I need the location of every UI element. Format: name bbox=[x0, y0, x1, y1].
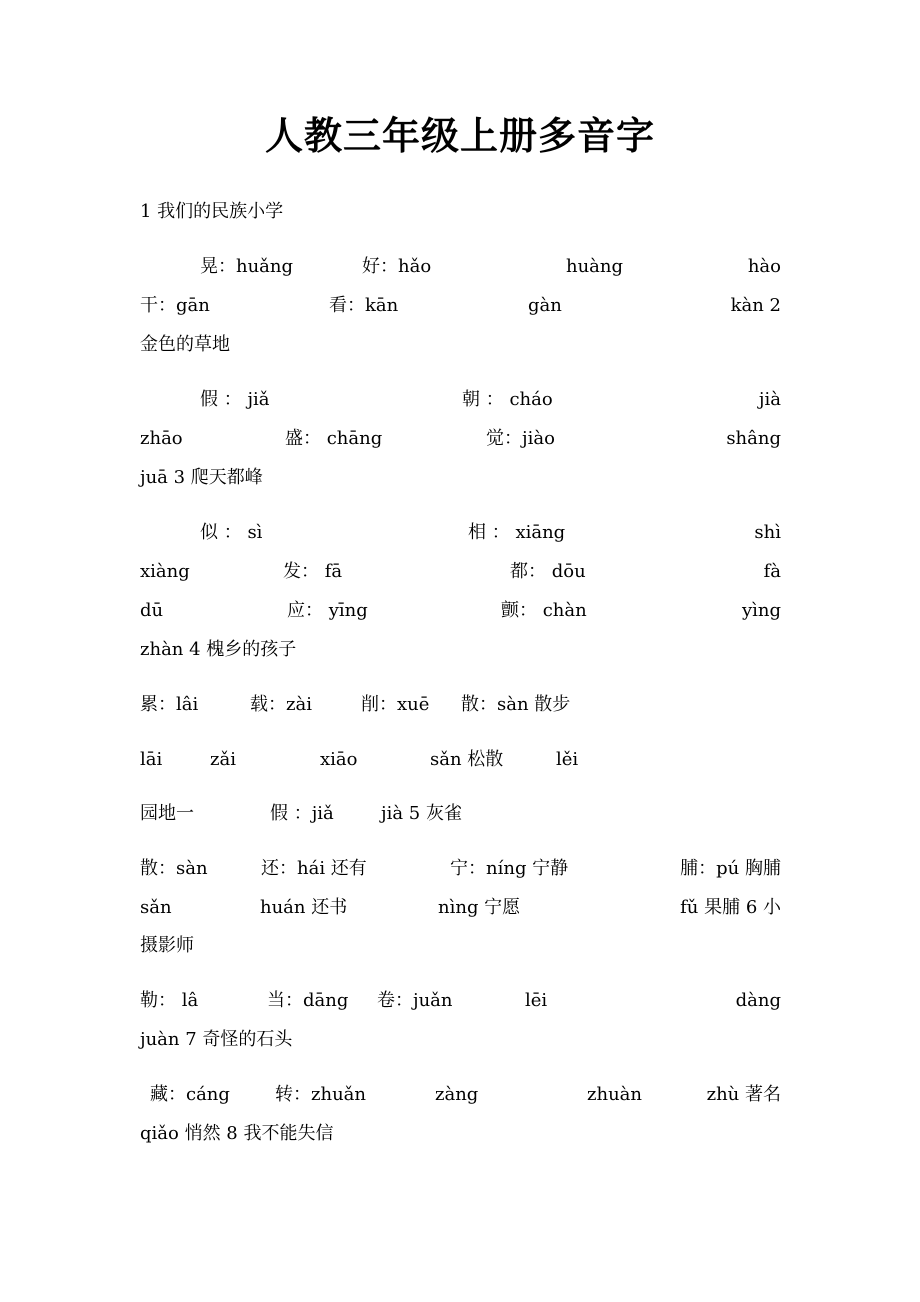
pinyin-line bbox=[140, 560, 781, 584]
line-text: jià bbox=[758, 389, 781, 410]
lesson-heading-line bbox=[140, 1122, 781, 1146]
line-text: hào bbox=[747, 256, 781, 277]
line-text: huàng bbox=[566, 256, 624, 277]
line-text: zhāo bbox=[140, 428, 183, 449]
line-text: 累：lâi bbox=[140, 694, 199, 715]
line-text: zhàn 4 槐乡的孩子 bbox=[140, 639, 297, 660]
line-text: 好：hǎo bbox=[362, 256, 432, 277]
pinyin-line bbox=[140, 896, 781, 920]
line-text: 藏：cáng bbox=[150, 1084, 230, 1105]
line-text: 勒： lâ bbox=[140, 990, 199, 1011]
line-text: 摄影师 bbox=[140, 935, 194, 956]
line-text: 当：dāng bbox=[267, 990, 349, 1011]
pinyin-line bbox=[140, 748, 781, 772]
line-text: huán 还书 bbox=[260, 897, 348, 918]
line-text: shì bbox=[754, 522, 781, 543]
line-text: 发： fā bbox=[283, 561, 343, 582]
page-title: 人教三年级上册多音字 bbox=[264, 113, 655, 158]
line-text: 干：gān bbox=[140, 295, 210, 316]
line-text: 金色的草地 bbox=[140, 334, 230, 355]
lesson-heading-line bbox=[140, 1028, 781, 1052]
line-text: 假 ：jiǎ bbox=[270, 803, 334, 824]
lesson-heading-line bbox=[140, 333, 781, 357]
line-text: 似 ： sì bbox=[200, 522, 263, 543]
line-text: 转：zhuǎn bbox=[275, 1084, 366, 1105]
line-text: qiǎo 悄然 8 我不能失信 bbox=[140, 1123, 334, 1144]
line-text: sǎn bbox=[140, 897, 172, 918]
line-text: fà bbox=[763, 561, 781, 582]
line-text: fǔ 果脯 6 小 bbox=[680, 897, 781, 918]
line-text: nìng 宁愿 bbox=[438, 897, 521, 918]
line-text: 卷：juǎn bbox=[377, 990, 453, 1011]
lesson-heading-line bbox=[140, 934, 781, 958]
line-text: 园地一 bbox=[140, 803, 194, 824]
line-text: zhuàn bbox=[587, 1084, 642, 1105]
line-text: 散：sàn 散步 bbox=[461, 694, 571, 715]
pinyin-line bbox=[140, 521, 781, 545]
line-text: 削：xuē bbox=[361, 694, 430, 715]
line-text: 应： yīng bbox=[287, 600, 368, 621]
line-text: zàng bbox=[435, 1084, 479, 1105]
line-text: 都： dōu bbox=[510, 561, 586, 582]
line-text: gàn bbox=[528, 295, 562, 316]
pinyin-line bbox=[140, 1083, 781, 1107]
pinyin-line bbox=[140, 388, 781, 412]
line-text: dàng bbox=[735, 990, 781, 1011]
pinyin-line bbox=[140, 693, 781, 717]
line-text: lěi bbox=[556, 749, 579, 770]
pinyin-line bbox=[140, 255, 781, 279]
pinyin-line bbox=[140, 857, 781, 881]
line-text: kàn 2 bbox=[730, 295, 781, 316]
lesson-heading-line bbox=[140, 466, 781, 490]
line-text: sǎn 松散 bbox=[430, 749, 504, 770]
lesson-heading-line bbox=[140, 200, 781, 224]
line-text: 朝 ： cháo bbox=[462, 389, 553, 410]
line-text: xiāo bbox=[320, 749, 358, 770]
line-text: 1 我们的民族小学 bbox=[140, 201, 284, 222]
line-text: 晃：huǎng bbox=[200, 256, 294, 277]
line-text: zǎi bbox=[210, 749, 236, 770]
pinyin-line bbox=[140, 599, 781, 623]
line-text: jià 5 灰雀 bbox=[381, 803, 462, 824]
line-text: dū bbox=[140, 600, 164, 621]
line-text: 颤： chàn bbox=[501, 600, 587, 621]
line-text: xiàng bbox=[140, 561, 190, 582]
pinyin-line bbox=[140, 294, 781, 318]
line-text: shâng bbox=[726, 428, 781, 449]
line-text: 看：kān bbox=[329, 295, 399, 316]
line-text: juā 3 爬天都峰 bbox=[140, 467, 263, 488]
line-text: lāi bbox=[140, 749, 163, 770]
pinyin-line bbox=[140, 989, 781, 1013]
line-text: 脯：pú 胸脯 bbox=[680, 858, 781, 879]
line-text: 宁：níng 宁静 bbox=[450, 858, 569, 879]
line-text: yìng bbox=[741, 600, 781, 621]
line-text: 还：hái 还有 bbox=[261, 858, 367, 879]
line-text: 载：zài bbox=[250, 694, 312, 715]
line-text: juàn 7 奇怪的石头 bbox=[140, 1029, 293, 1050]
line-text: 散：sàn bbox=[140, 858, 208, 879]
lesson-heading-line bbox=[140, 638, 781, 662]
line-text: 相 ： xiāng bbox=[468, 522, 566, 543]
line-text: 盛： chāng bbox=[285, 428, 383, 449]
pinyin-line bbox=[140, 427, 781, 451]
line-text: 觉：jiào bbox=[486, 428, 555, 449]
pinyin-line bbox=[140, 802, 781, 826]
line-text: lēi bbox=[525, 990, 548, 1011]
line-text: zhù 著名 bbox=[706, 1084, 781, 1105]
line-text: 假 ： jiǎ bbox=[200, 389, 270, 410]
